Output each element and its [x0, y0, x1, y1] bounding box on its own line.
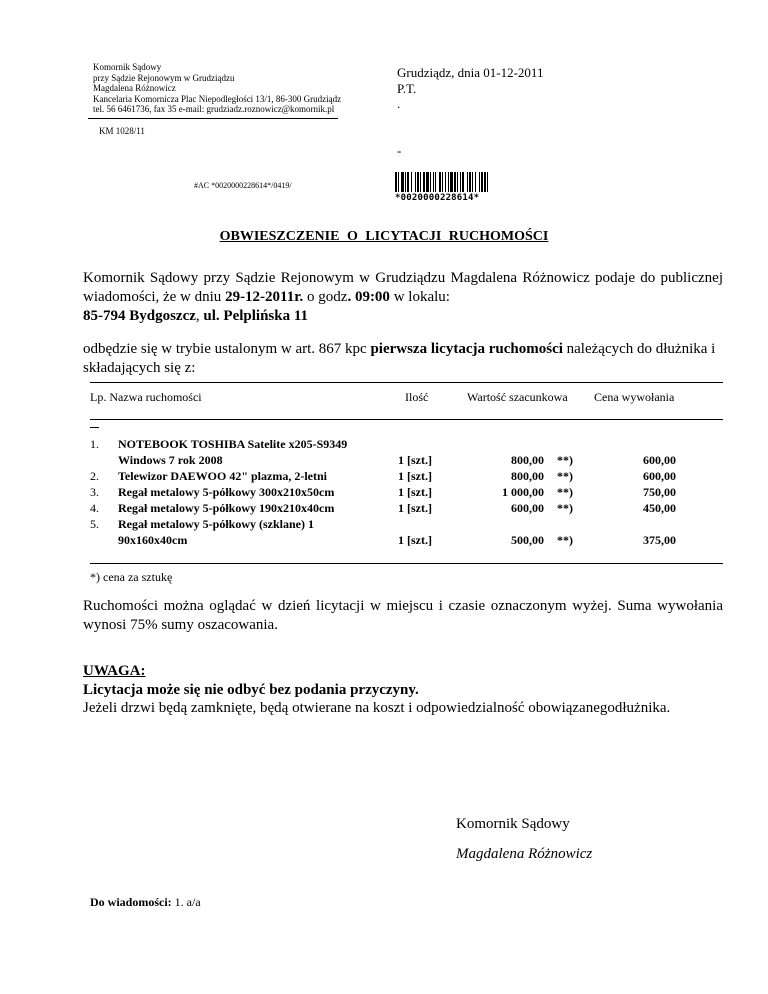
row-1-value: 800,00 [511, 453, 544, 467]
row-1-name-line1: NOTEBOOK TOSHIBA Satelite x205-S9349 [118, 437, 348, 451]
address-city: 85-794 Bydgoszcz [83, 308, 196, 324]
document-title: OBWIESZCZENIE O LICYTACJI RUCHOMOŚCI [219, 229, 549, 244]
signature-name: Magdalena Różnowicz [456, 846, 593, 862]
sender-line-5: tel. 56 6461736, fax 35 e-mail: grudziadz.roznowicz@komornik.pl [93, 104, 335, 115]
warning-line-1: Licytacja może się nie odbyć bez podania przyczyny. [83, 682, 419, 698]
header-qty: Ilość [405, 390, 429, 404]
row-2-lp: 2. [90, 469, 99, 483]
row-1-qty: 1 [szt.] [398, 453, 432, 467]
row-4-name: Regał metalowy 5-półkowy 190x210x40cm [118, 501, 335, 515]
row-2-name: Telewizor DAEWOO 42" plazma, 2-letni [118, 469, 327, 483]
place-date: Grudziądz, dnia 01-12-2011 [397, 65, 544, 80]
row-1-note: **) [557, 453, 573, 467]
row-2-note: **) [557, 469, 573, 483]
signature-role: Komornik Sądowy [456, 816, 570, 832]
addressee-dash: - [397, 143, 402, 158]
row-5-qty: 1 [szt.] [398, 533, 432, 547]
row-3-name: Regał metalowy 5-półkowy 300x210x50cm [118, 485, 335, 499]
auction-time: 09:00 [354, 289, 390, 305]
auction-type: pierwsza licytacja ruchomości [370, 341, 563, 357]
row-3-lp: 3. [90, 485, 99, 499]
distribution [90, 895, 201, 910]
footnote: *) cena za sztukę [90, 570, 173, 584]
sender-line-4: Kancelaria Komornicza Plac Niepodległości 13/1, 86-300 Grudziądz [93, 93, 342, 104]
row-5-price: 375,00 [643, 533, 676, 547]
row-2-value: 800,00 [511, 469, 544, 483]
row-5-note: **) [557, 533, 573, 547]
distribution-label: Do wiadomości: [90, 895, 172, 909]
table-header-rule [90, 419, 723, 420]
auction-type-paragraph [83, 340, 723, 378]
header-lp-name: Lp. Nazwa ruchomości [90, 390, 202, 404]
row-4-price: 450,00 [643, 501, 676, 515]
barcode-text: *0020000228614* [395, 193, 480, 203]
addressee: P.T. [397, 80, 417, 96]
intro-text-1: Komornik Sądowy przy Sądzie Rejonowym w Grudziądzu Magdalena Różnowicz podaje do publicznej wiadomości, że w dniu [83, 270, 723, 305]
intro-paragraph [83, 269, 723, 326]
table-bottom-rule [90, 563, 723, 564]
row-4-lp: 4. [90, 501, 99, 515]
addressee-dot: . [397, 96, 401, 111]
row-2-price: 600,00 [643, 469, 676, 483]
row-1-lp: 1. [90, 437, 99, 451]
sender-block [93, 62, 341, 115]
row-1-price: 600,00 [643, 453, 676, 467]
para2-text-1: odbędzie się w trybie ustalonym w art. 867 kpc [83, 341, 371, 357]
sender-line-1: Komornik Sądowy [93, 62, 162, 72]
ac-code: #AC *0020000228614*/0419/ [194, 181, 292, 190]
sender-divider [88, 118, 338, 119]
time-prefix: . [347, 289, 355, 305]
warning-line-2: Jeżeli drzwi będą zamknięte, będą otwierane na koszt i odpowiedzialność obowiązanegodłużnika. [83, 700, 671, 716]
row-3-price: 750,00 [643, 485, 676, 499]
row-4-note: **) [557, 501, 573, 515]
row-3-qty: 1 [szt.] [398, 485, 432, 499]
row-5-name-line1: Regał metalowy 5-półkowy (szklane) 1 [118, 517, 314, 531]
row-5-value: 500,00 [511, 533, 544, 547]
header-value: Wartość szacunkowa [467, 390, 568, 404]
warning-heading: UWAGA: [83, 663, 146, 679]
para2-text-2: należących do dłużnika i składających się z: [83, 341, 716, 376]
row-4-qty: 1 [szt.] [398, 501, 432, 515]
viewing-paragraph: Ruchomości można oglądać w dzień licytacji w miejscu i czasie oznaczonym wyżej. Suma wywołania wynosi 75% sumy oszacowania. [83, 598, 723, 633]
row-4-value: 600,00 [511, 501, 544, 515]
case-number: KM 1028/11 [99, 126, 145, 136]
table-top-rule [90, 382, 723, 383]
distribution-value: 1. a/a [171, 895, 201, 909]
row-1-name-line2: Windows 7 rok 2008 [118, 453, 223, 467]
place-date-block [397, 65, 543, 112]
sender-line-2: przy Sądzie Rejonowym w Grudziądzu [93, 72, 235, 83]
intro-text-3: w lokalu: [389, 289, 450, 305]
auction-date: 29-12-2011r. [225, 289, 304, 305]
address-street: ul. Pelplińska 11 [203, 308, 309, 324]
row-3-value: 1 000,00 [502, 485, 544, 499]
sender-line-3: Magdalena Różnowicz [93, 83, 176, 94]
row-5-name-line2: 90x160x40cm [118, 533, 188, 547]
header-price: Cena wywołania [594, 390, 675, 404]
address-separator: , [195, 308, 204, 324]
row-5-lp: 5. [90, 517, 99, 531]
row-3-note: **) [557, 485, 573, 499]
row-2-qty: 1 [szt.] [398, 469, 432, 483]
table-small-dash [90, 427, 99, 428]
intro-text-2: o godz [303, 289, 348, 305]
